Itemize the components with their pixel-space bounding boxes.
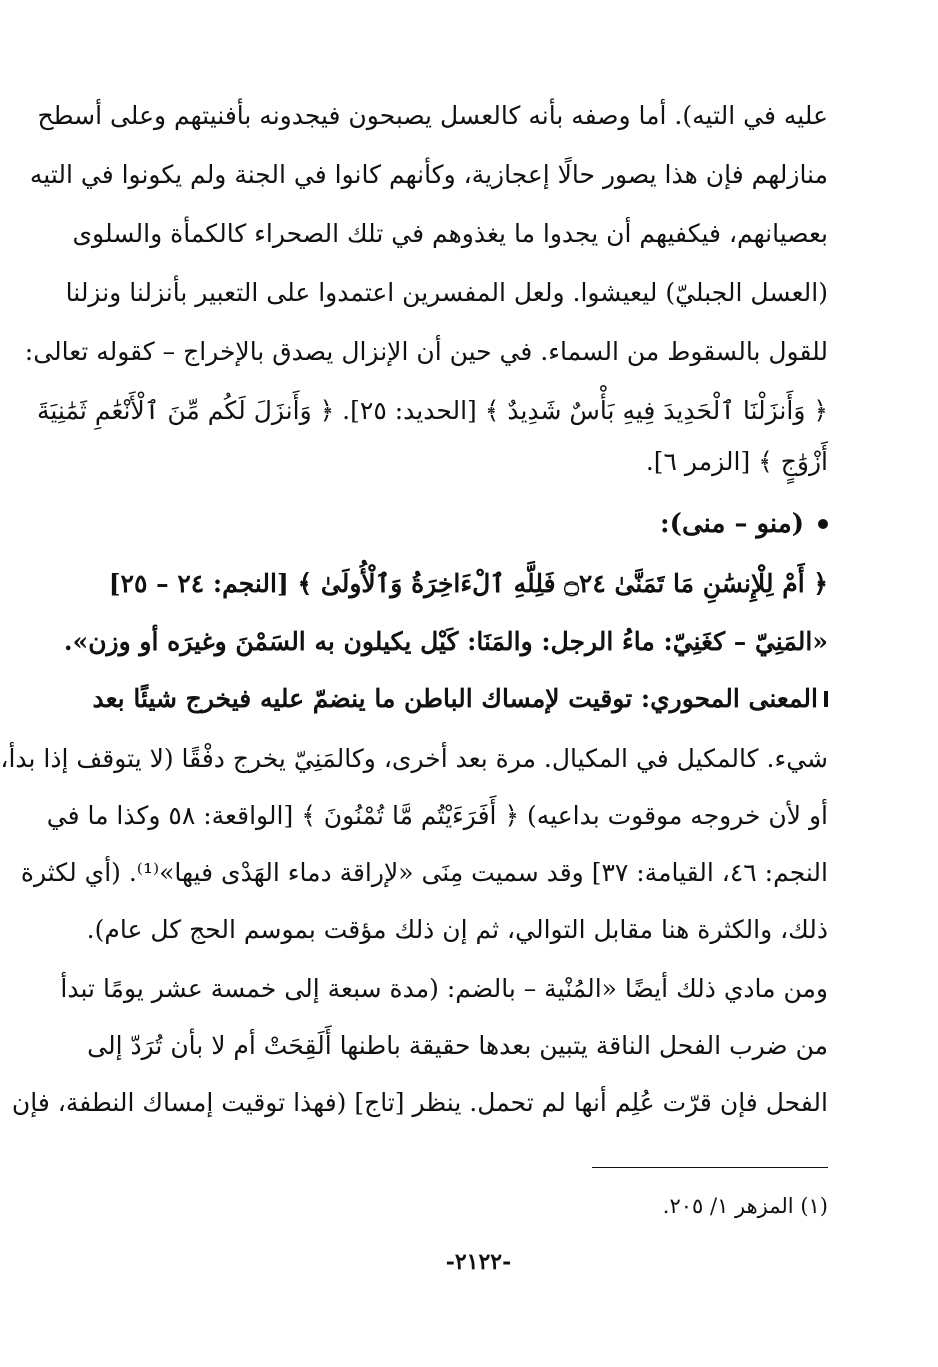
quran-quote-line: ﴿ وَأَنزَلْنَا ٱلْحَدِيدَ فِيهِ بَأْسٌ شَدِيدٌ ﴾ [الحديد: ٢٥]. ﴿ وَأَنزَلَ لَكُم مِّنَ ٱلْأَنْعَٰمِ ثَمَٰنِيَةَ — [36, 396, 828, 425]
core-meaning-text: المعنى المحوري: توقيت لإمساك الباطن ما ينضمّ عليه فيخرج شيئًا بعد — [92, 684, 818, 713]
core-line-4: ذلك، والكثرة هنا مقابل التوالي، ثم إن ذلك مؤقت بموسم الحج كل عام). — [86, 915, 828, 944]
core-meaning-line — [92, 671, 828, 727]
closing-line-1: ومن مادي ذلك أيضًا «المُنْية – بالضم: (مدة سبعة إلى خمسة عشر يومًا تبدأ — [60, 974, 828, 1003]
page-number: -٢١٢٢- — [445, 1249, 512, 1275]
body-line-1: عليه في التيه). أما وصفه بأنه كالعسل يصبحون فيجدونه بأفنيتهم وعلى أسطح — [37, 101, 828, 130]
core-line-2: أو لأن خروجه موقوت بداعيه) ﴿ أَفَرَءَيْتُم مَّا تُمْنُونَ ﴾ [الواقعة: ٥٨ وكذا ما في — [46, 801, 828, 830]
root-heading-text: (منو – منى): — [660, 509, 804, 539]
core-line-1: شيء. كالمكيل في المكيال. مرة بعد أخرى، وكالمَنِيّ يخرج دفْقًا (لا يتوقف إذا بدأ، — [0, 744, 828, 773]
body-line-3: بعصيانهم، فيكفيهم أن يجدوا ما يغذوهم في تلك الصحراء كالكمأة والسلوى — [72, 219, 828, 248]
dictionary-definition: «المَنِيّ – كغَنِيّ: ماءُ الرجل: والمَنَا: كَيْل يكيلون به السَمْنَ وغيرَه أو وزن». — [63, 627, 828, 656]
footnote-divider — [592, 1167, 828, 1168]
core-line-3: النجم: ٤٦، القيامة: ٣٧] وقد سميت مِنَى «لإراقة دماء الهَدْى فيها»⁽¹⁾. (أي لكثرة — [20, 858, 828, 887]
closing-line-2: من ضرب الفحل الناقة يتبين بعدها حقيقة باطنها أَلَقِحَتْ أم لا بأن تُرَدّ إلى — [87, 1031, 828, 1060]
root-heading — [128, 496, 828, 552]
quran-verse-line: ﴿ أَمْ لِلْإِنسَٰنِ مَا تَمَنَّىٰ ۝٢٤ فَلِلَّهِ ٱلْءَاخِرَةُ وَٱلْأُولَىٰ ﴾ [النجم: ٢٤ – ٢٥] — [108, 569, 828, 598]
footnote: (١) المزهر ١/ ٢٠٥. — [662, 1194, 828, 1218]
square-box-icon — [824, 691, 828, 707]
closing-line-3: الفحل فإن قرّت عُلِم أنها لم تحمل. ينظر [تاج] (فهذا توقيت إمساك النطفة، فإن — [11, 1088, 828, 1117]
bullet-icon — [818, 519, 828, 529]
quran-quote-continuation: أَزْوَٰجٍ ﴾ [الزمر ٦]. — [645, 447, 828, 476]
body-line-2: منازلهم فإن هذا يصور حالًا إعجازية، وكأنهم كانوا في الجنة ولم يكونوا في التيه — [29, 160, 828, 189]
body-line-5: للقول بالسقوط من السماء. في حين أن الإنزال يصدق بالإخراج – كقوله تعالى: — [24, 337, 828, 366]
body-line-4: (العسل الجبليّ) ليعيشوا. ولعل المفسرين اعتمدوا على التعبير بأنزلنا ونزلنا — [65, 278, 828, 307]
